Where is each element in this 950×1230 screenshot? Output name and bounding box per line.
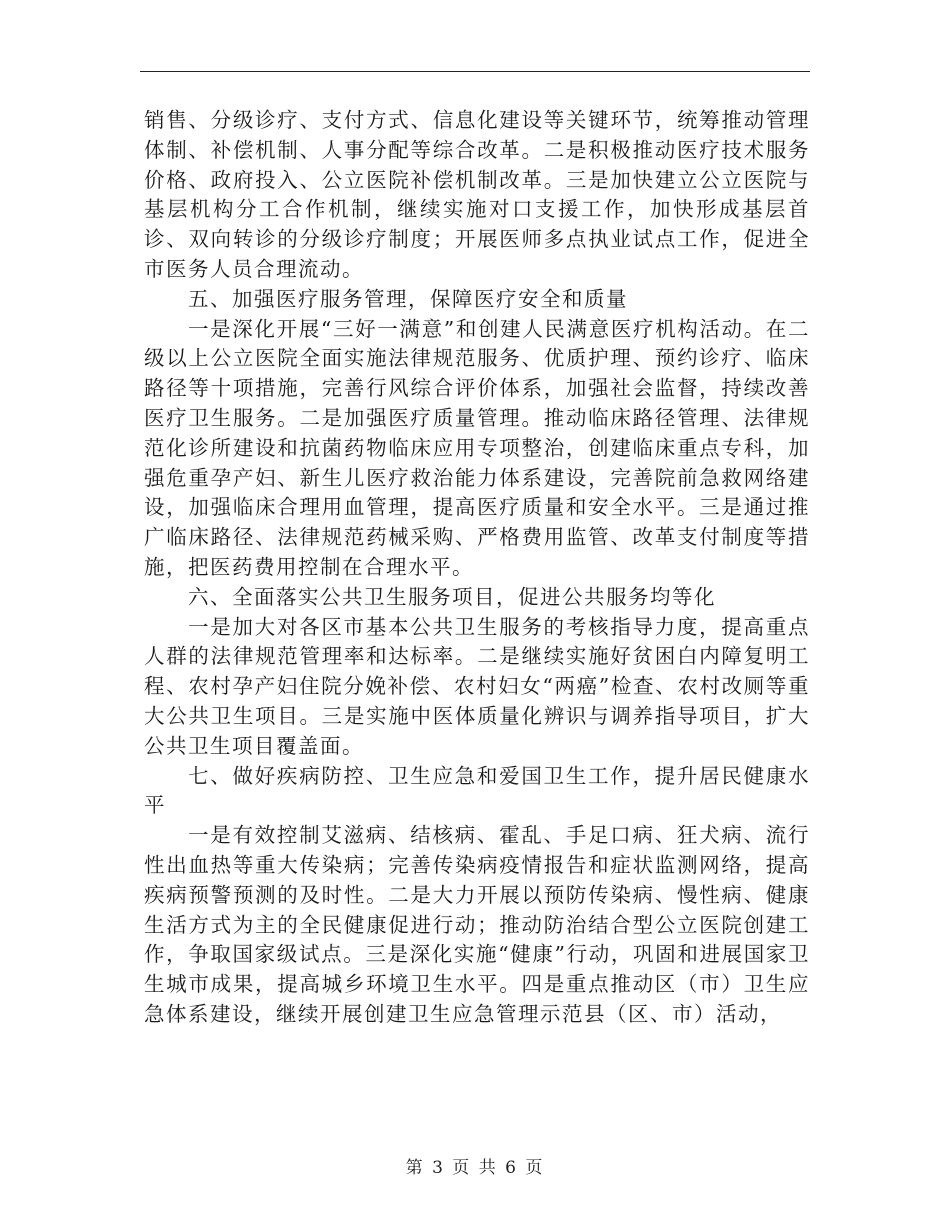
paragraph-section-6: 一是加大对各区市基本公共卫生服务的考核指导力度，提高重点人群的法律规范管理率和达标率。二是继续实施好贫困白内障复明工程、农村孕产妇住院分娩补偿、农村妇女“两癌”检查、农村改厕等重大公共卫生项目。三是实施中医体质量化辨识与调养指导项目，扩大公共卫生项目覆盖面。 — [144, 614, 810, 758]
section-heading-6: 六、全面落实公共卫生服务项目，促进公共服务均等化 — [188, 584, 716, 609]
paragraph-continuation: 销售、分级诊疗、支付方式、信息化建设等关键环节，统筹推动管理体制、补偿机制、人事分配等综合改革。二是积极推动医疗技术服务价格、政府投入、公立医院补偿机制改革。三是加快建立公立医院与基层机构分工合作机制，继续实施对口支援工作，加快形成基层首诊、双向转诊的分级诊疗制度；开展医师多点执业试点工作，促进全市医务人员合理流动。 — [144, 108, 810, 281]
paragraph-section-7: 一是有效控制艾滋病、结核病、霍乱、手足口病、狂犬病、流行性出血热等重大传染病；完善传染病疫情报告和症状监测网络，提高疾病预警预测的及时性。二是大力开展以预防传染病、慢性病、健康生活方式为主的全民健康促进行动；推动防治结合型公立医院创建工作，争取国家级试点。三是深化实施“健康”行动，巩固和进展国家卫生城市成果，提高城乡环境卫生水平。四是重点推动区（市）卫生应急体系建设，继续开展创建卫生应急管理示范县（区、市）活动， — [144, 823, 810, 1026]
section-heading-7: 七、做好疾病防控、卫生应急和爱国卫生工作，提升居民健康水平 — [144, 763, 810, 818]
document-body — [144, 106, 810, 1030]
header-rule — [140, 71, 810, 72]
page-number-footer: 第 3 页 共 6 页 — [405, 1158, 545, 1178]
paragraph-section-5: 一是深化开展“三好一满意”和创建人民满意医疗机构活动。在二级以上公立医院全面实施法律规范服务、优质护理、预约诊疗、临床路径等十项措施，完善行风综合评价体系，加强社会监督，持续改善医疗卫生服务。二是加强医疗质量管理。推动临床路径管理、法律规范化诊所建设和抗菌药物临床应用专项整治，创建临床重点专科，加强危重孕产妇、新生儿医疗救治能力体系建设，完善院前急救网络建设，加强临床合理用血管理，提高医疗质量和安全水平。三是通过推广临床路径、法律规范药械采购、严格费用监管、改革支付制度等措施，把医药费用控制在合理水平。 — [144, 316, 810, 579]
section-heading-5: 五、加强医疗服务管理，保障医疗安全和质量 — [188, 286, 628, 311]
